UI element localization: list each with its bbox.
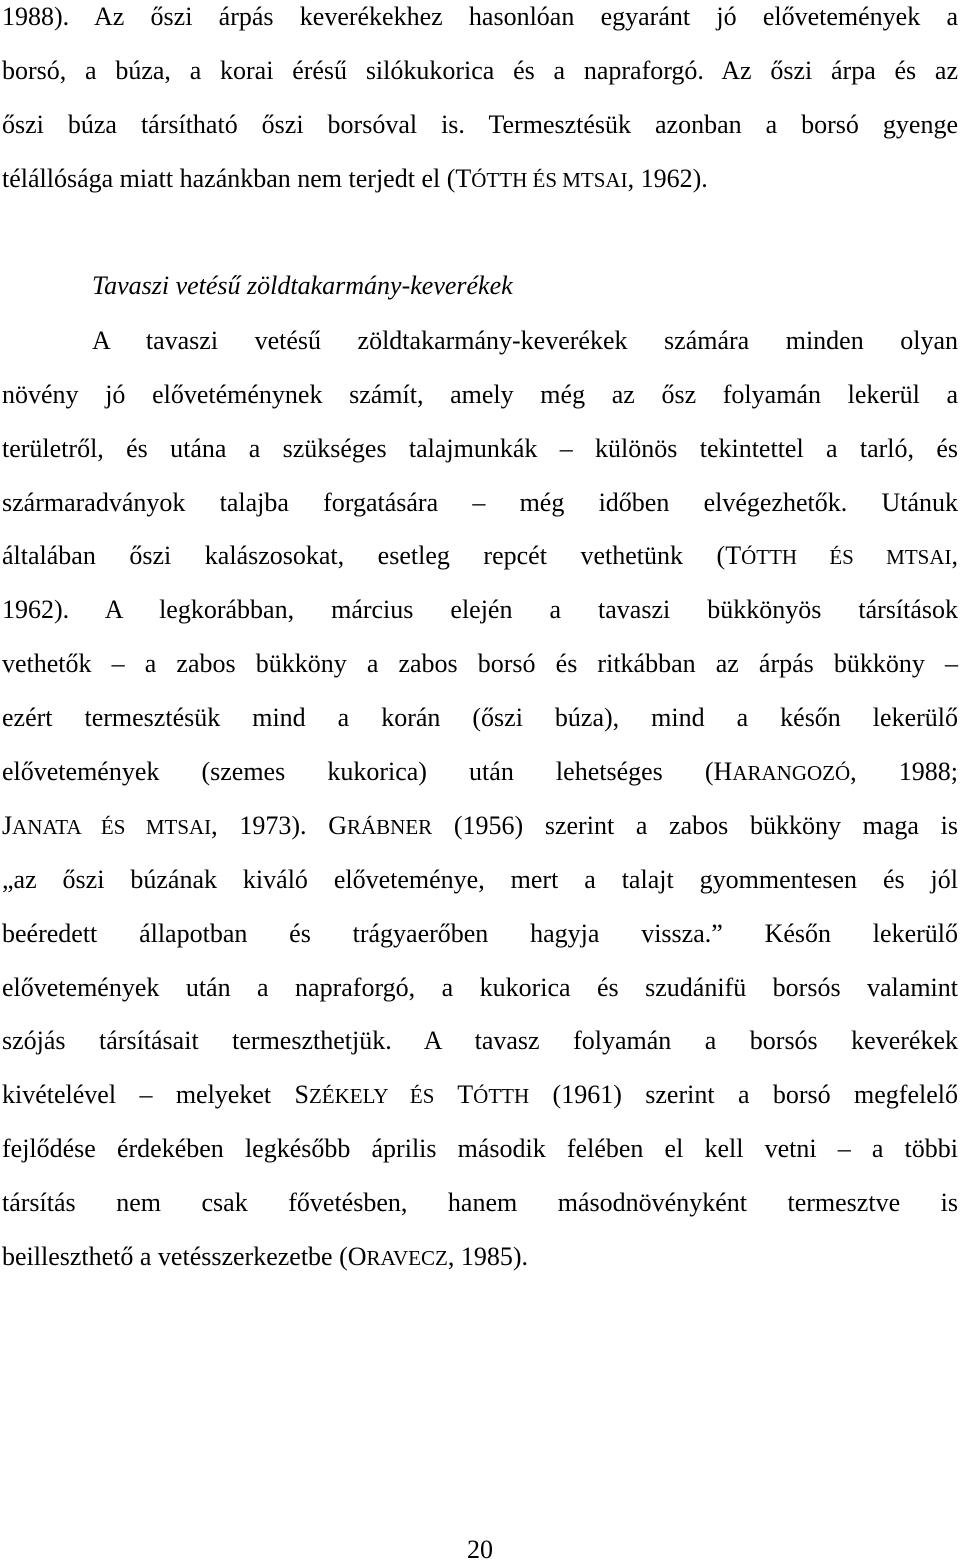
author-citation: RÁBNER	[346, 815, 433, 839]
text-line-19	[2, 1080, 958, 1111]
text-line-7: területről, és utána a szükséges talajmunkák – különös tekintettel a tarló, és	[2, 434, 958, 463]
text-run: télállósága miatt hazánkban nem terjedt el (T	[2, 164, 472, 193]
author-citation: ÓTTH ÉS MTSAI	[471, 168, 628, 192]
text-line-4	[2, 164, 958, 195]
text-run: általában őszi kalászosokat, esetleg repcét vethetünk (T	[2, 541, 742, 570]
text-run: , 1988;	[850, 757, 958, 786]
section-heading: Tavaszi vetésű zöldtakarmány-keverékek	[92, 271, 513, 300]
text-run: elővetemények (szemes kukorica) után lehetséges (H	[2, 757, 733, 786]
text-line-3: őszi búza társítható őszi borsóval is. Termesztésük azonban a borsó gyenge	[2, 110, 958, 139]
text-line-9	[2, 541, 958, 572]
text-run: (1956) szerint a zabos bükköny maga is	[432, 811, 958, 840]
page-number: 20	[467, 1535, 493, 1564]
author-citation: ÓTTH ÉS MTSAI	[741, 545, 952, 569]
text-line-16: beéredett állapotban és trágyaerőben hagyja vissza.” Későn lekerülő	[2, 919, 958, 948]
text-line-2: borsó, a búza, a korai érésű silókukorica és a napraforgó. Az őszi árpa és az	[2, 56, 958, 85]
author-citation: ARANGOZÓ	[732, 761, 851, 785]
text-line-5: A tavaszi vetésű zöldtakarmány-keverékek számára minden olyan	[92, 326, 958, 355]
text-run: , 1973). G	[211, 811, 347, 840]
text-run: T	[434, 1080, 474, 1109]
text-line-6: növény jó elővetéménynek számít, amely még az ősz folyamán lekerül a	[2, 380, 958, 409]
text-line-13	[2, 757, 958, 788]
text-line-20: fejlődése érdekében legkésőbb április második felében el kell vetni – a többi	[2, 1134, 958, 1163]
text-line-14	[2, 811, 958, 842]
text-run: beilleszthető a vetésszerkezetbe (O	[2, 1242, 367, 1271]
text-line-22	[2, 1242, 958, 1273]
text-run: (1961) szerint a borsó megfelelő	[529, 1080, 958, 1109]
text-run: ,	[951, 541, 958, 570]
text-line-21: társítás nem csak fővetésben, hanem másodnövényként termesztve is	[2, 1188, 958, 1217]
text-line-11: vethetők – a zabos bükköny a zabos borsó és ritkábban az árpás bükköny –	[2, 649, 958, 678]
text-run: J	[2, 811, 13, 840]
text-line-15: „az őszi búzának kiváló előveteménye, mert a talajt gyommentesen és jól	[2, 865, 958, 894]
author-citation: ZÉKELY ÉS	[308, 1084, 435, 1108]
author-citation: RAVECZ	[366, 1246, 448, 1270]
text-line-1: 1988). Az őszi árpás keverékekhez hasonlóan egyaránt jó elővetemények a	[2, 2, 958, 31]
text-line-10: 1962). A legkorábban, március elején a tavaszi bükkönyös társítások	[2, 595, 958, 624]
text-line-18: szójás társításait termeszthetjük. A tavasz folyamán a borsós keverékek	[2, 1026, 958, 1055]
text-run: , 1985).	[447, 1242, 529, 1271]
author-citation: ANATA ÉS MTSAI	[12, 815, 212, 839]
text-line-17: elővetemények után a napraforgó, a kukorica és szudánifü borsós valamint	[2, 973, 958, 1002]
text-run: , 1962).	[627, 164, 708, 193]
text-line-12: ezért termesztésük mind a korán (őszi búza), mind a későn lekerülő	[2, 703, 958, 732]
text-run: kivételével – melyeket S	[2, 1080, 309, 1109]
text-line-8: szármaradványok talajba forgatására – még időben elvégezhetők. Utánuk	[2, 488, 958, 517]
author-citation: ÓTTH	[473, 1084, 530, 1108]
